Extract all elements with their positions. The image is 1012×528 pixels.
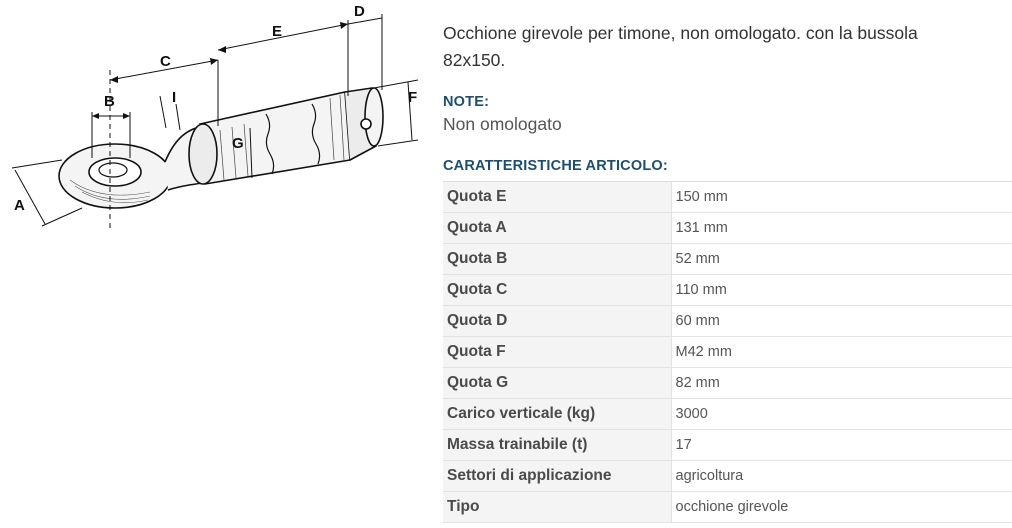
spec-value: 131 mm [671, 213, 1012, 244]
spec-label: Tipo [443, 492, 671, 523]
drawbar-eye-diagram [0, 0, 425, 234]
spec-row [443, 275, 1012, 306]
dimension-label-g: G [232, 135, 244, 152]
spec-row [443, 368, 1012, 399]
technical-drawing [0, 0, 425, 234]
spec-label: Quota B [443, 244, 671, 275]
spec-row [443, 399, 1012, 430]
spec-value: agricoltura [671, 461, 1012, 492]
spec-label: Quota F [443, 337, 671, 368]
dimension-label-d: D [354, 3, 365, 20]
spec-value: 3000 [671, 399, 1012, 430]
product-description: Occhione girevole per timone, non omologato. con la bussola 82x150. [443, 23, 918, 70]
note-heading: NOTE: [443, 94, 490, 110]
spec-value: 82 mm [671, 368, 1012, 399]
spec-row [443, 213, 1012, 244]
spec-value: 17 [671, 430, 1012, 461]
spec-label: Quota E [443, 182, 671, 213]
product-details [443, 20, 1012, 523]
spec-label: Quota D [443, 306, 671, 337]
dimension-label-a: A [14, 197, 25, 214]
spec-label: Quota G [443, 368, 671, 399]
specs-heading: CARATTERISTICHE ARTICOLO: [443, 158, 668, 174]
spec-label: Carico verticale (kg) [443, 399, 671, 430]
spec-value: occhione girevole [671, 492, 1012, 523]
dimension-label-e: E [272, 23, 283, 40]
spec-label: Quota C [443, 275, 671, 306]
note-text: Non omologato [443, 114, 562, 134]
dimension-label-c: C [160, 53, 171, 70]
spec-row [443, 306, 1012, 337]
spec-value: 150 mm [671, 182, 1012, 213]
spec-label: Quota A [443, 213, 671, 244]
dimension-label-i: I [172, 89, 177, 106]
spec-row [443, 461, 1012, 492]
spec-value: 52 mm [671, 244, 1012, 275]
spec-row [443, 337, 1012, 368]
spec-row [443, 244, 1012, 275]
spec-row [443, 492, 1012, 523]
spec-value: 110 mm [671, 275, 1012, 306]
spec-row [443, 430, 1012, 461]
spec-value: M42 mm [671, 337, 1012, 368]
spec-value: 60 mm [671, 306, 1012, 337]
spec-label: Settori di applicazione [443, 461, 671, 492]
dimension-label-b: B [104, 93, 115, 110]
spec-row [443, 182, 1012, 213]
dimension-label-f: F [408, 89, 418, 106]
specs-table [443, 181, 1012, 523]
spec-label: Massa trainabile (t) [443, 430, 671, 461]
